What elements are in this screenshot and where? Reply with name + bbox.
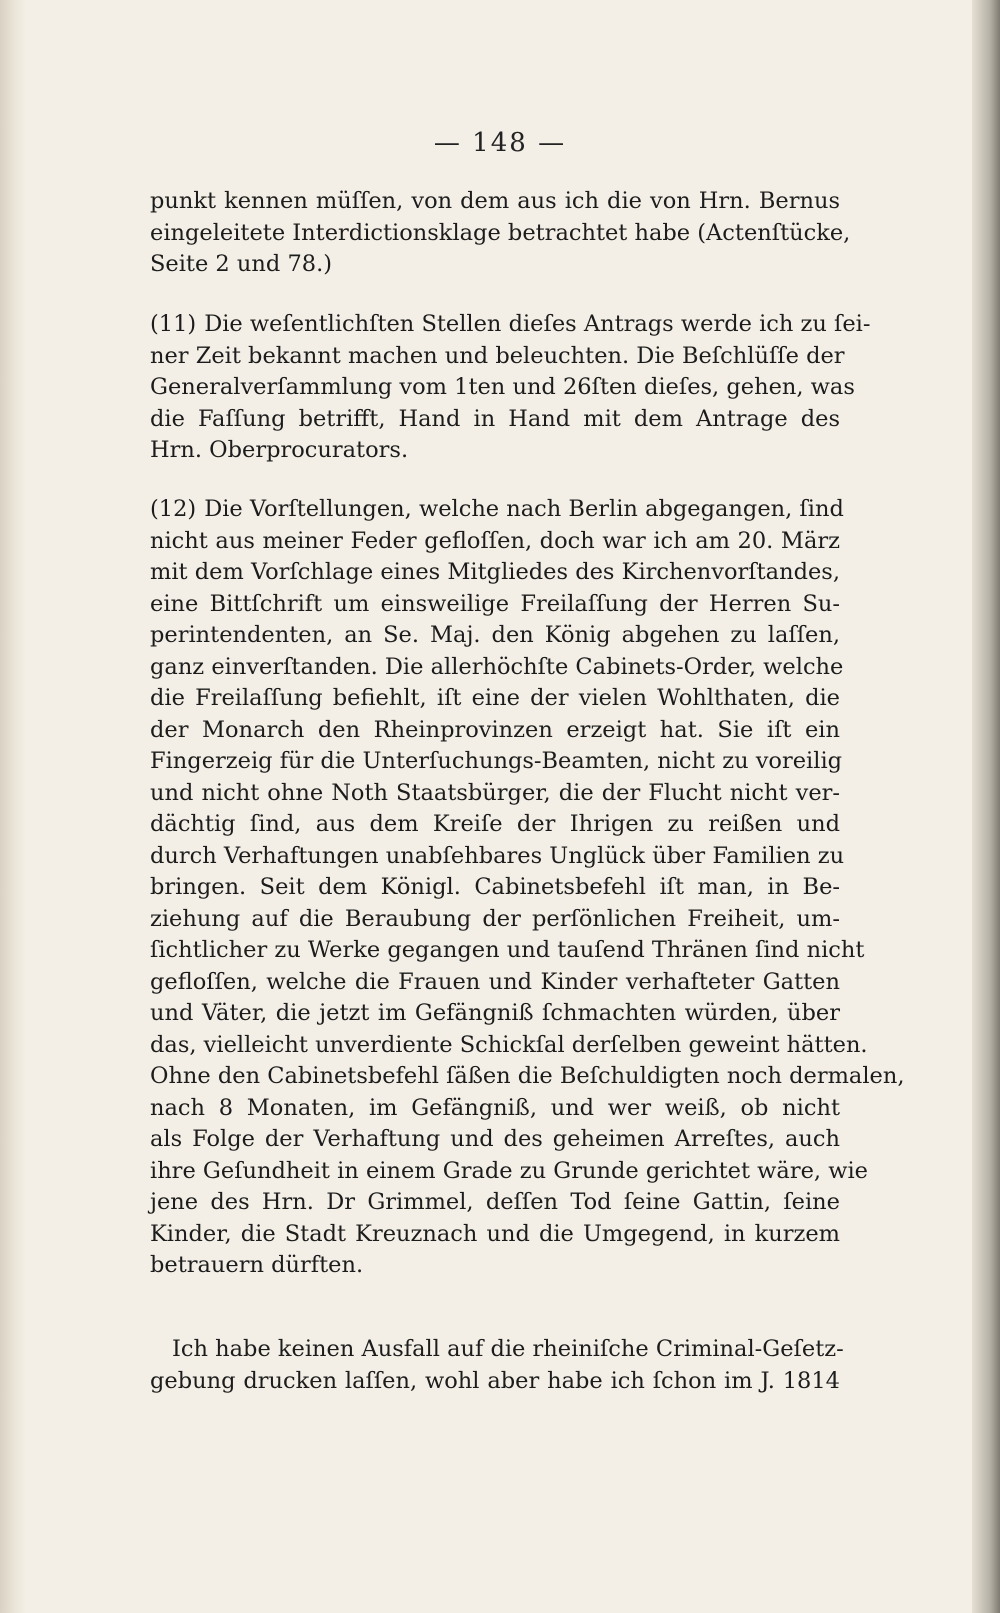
text-line: ſichtlicher zu Werke gegangen und tauſend Thränen ſind nicht [150, 937, 865, 963]
text-line: dächtig ſind, aus dem Kreiſe der Ihrigen zu reißen und [150, 811, 840, 837]
text-line: und nicht ohne Noth Staatsbürger, die der Flucht nicht ver- [150, 779, 840, 806]
text-line: ganz einverſtanden. Die allerhöchſte Cabinets-Order, welche [150, 653, 844, 680]
text-line: und Väter, die jetzt im Gefängniß ſchmachten würden, über [150, 1000, 840, 1026]
text-line: mit dem Vorſchlage eines Mitgliedes des Kirchenvorſtandes, [150, 559, 840, 585]
text-line: durch Verhaftungen unabſehbares Unglück über Familien zu [150, 842, 845, 869]
note-12 [150, 494, 905, 1282]
paragraph-continuation [150, 186, 851, 281]
text-line: bringen. Seit dem Königl. Cabinetsbefehl iſt man, in Be- [150, 874, 840, 900]
text-line: Hrn. Oberprocurators. [150, 437, 409, 463]
note-number: (12) [150, 496, 197, 522]
text-line: perintendenten, an Se. Maj. den König abgehen zu laſſen, [150, 622, 840, 648]
text-line: gefloſſen, welche die Frauen und Kinder verhafteter Gatten [150, 968, 840, 995]
text-line: Fingerzeig für die Unterſuchungs-Beamten, nicht zu voreilig [150, 748, 843, 774]
page-number: — 148 — [433, 128, 567, 158]
text-line-content: Die weſentlichſten Stellen dieſes Antrags werde ich zu ſei- [204, 311, 871, 337]
text-line: die Freilaſſung befiehlt, iſt eine der vielen Wohlthaten, die [150, 685, 840, 711]
text-line: Kinder, die Stadt Kreuznach und die Umgegend, in kurzem [150, 1220, 840, 1247]
page-edge-shadow [972, 0, 1000, 1613]
text-line: der Monarch den Rheinprovinzen erzeigt hat. Sie iſt ein [150, 716, 840, 743]
text-line: Ohne den Cabinetsbefehl ſäßen die Beſchuldigten noch dermalen, [150, 1063, 905, 1089]
text-line-content: Die Vorſtellungen, welche nach Berlin abgegangen, ſind [204, 496, 844, 522]
page-gutter [0, 0, 26, 1613]
note-11 [150, 309, 871, 467]
text-line: nach 8 Monaten, im Gefängniß, und wer weiß, ob nicht [150, 1094, 840, 1121]
text-line: ihre Geſundheit in einem Grade zu Grunde gerichtet wäre, wie [150, 1157, 868, 1184]
text-line [150, 494, 844, 526]
text-line: eingeleitete Interdictionsklage betrachtet habe (Actenſtücke, [150, 219, 851, 246]
text-line: Seite 2 und 78.) [150, 251, 332, 277]
text-line: Generalverſammlung vom 1ten und 26ſten dieſes, gehen, was [150, 374, 855, 400]
text-line: ziehung auf die Beraubung der perſönlichen Freiheit, um- [150, 905, 840, 932]
text-line: gebung drucken laſſen, wohl aber habe ich ſchon im J. 1814 [150, 1367, 840, 1394]
text-line: die Faſſung betrifft, Hand in Hand mit dem Antrage des [150, 405, 840, 432]
text-line [150, 309, 871, 341]
paragraph-final [150, 1334, 844, 1397]
note-number: (11) [150, 311, 197, 337]
text-line: das, vielleicht unverdiente Schickſal derſelben geweint hätten. [150, 1031, 868, 1058]
text-line: als Folge der Verhaftung und des geheimen Arreſtes, auch [150, 1126, 840, 1152]
text-line: punkt kennen müſſen, von dem aus ich die von Hrn. Bernus [150, 188, 840, 214]
text-line: betrauern dürften. [150, 1252, 364, 1278]
text-line: ner Zeit bekannt machen und beleuchten. Die Beſchlüſſe der [150, 342, 845, 369]
text-line: nicht aus meiner Feder gefloſſen, doch war ich am 20. März [150, 527, 840, 554]
text-line: Ich habe keinen Ausfall auf die rheiniſche Criminal-Geſetz- [172, 1336, 844, 1362]
text-line: eine Bittſchrift um einsweilige Freilaſſung der Herren Su- [150, 590, 840, 617]
text-line: jene des Hrn. Dr Grimmel, deſſen Tod ſeine Gattin, ſeine [150, 1189, 840, 1215]
